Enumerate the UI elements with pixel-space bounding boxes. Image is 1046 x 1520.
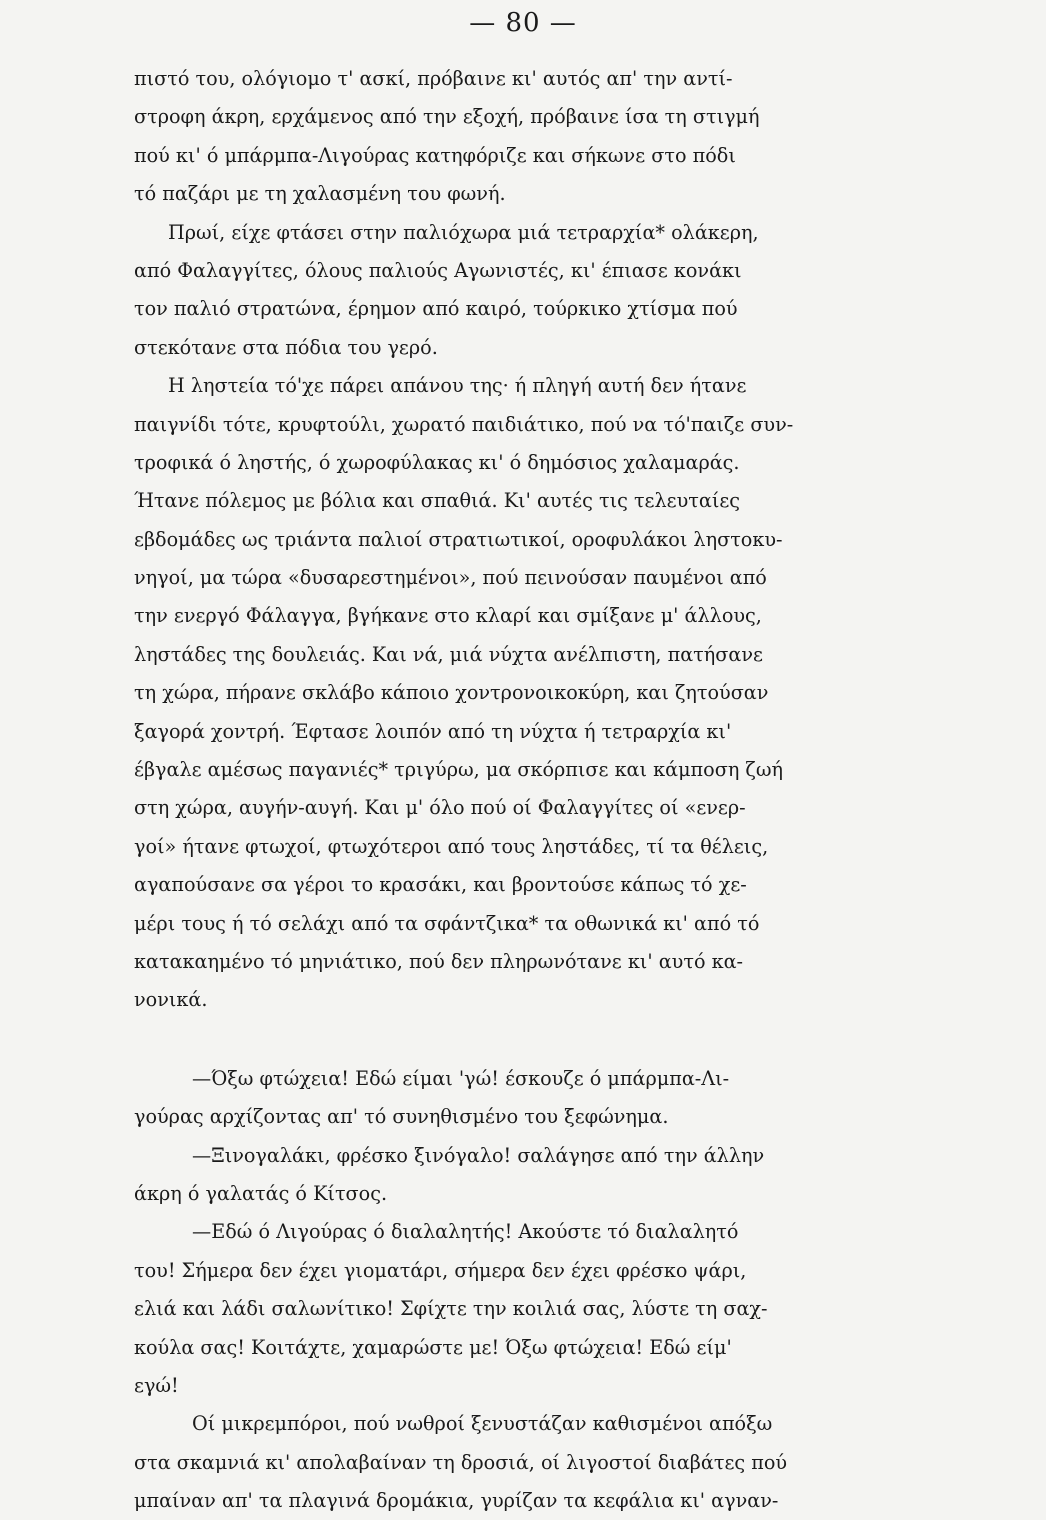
text-line: —Εδώ ό Λιγούρας ό διαλαλητής! Ακούστε τό διαλαλητό — [192, 1220, 739, 1244]
text-line: κούλα σας! Κοιτάχτε, χαμαρώστε με! Όξω φτώχεια! Εδώ είμ' — [134, 1335, 732, 1359]
text-line: ελιά και λάδι σαλωνίτικο! Σφίχτε την κοιλιά σας, λύστε τη σαχ- — [134, 1297, 768, 1321]
text-line: στα σκαμνιά κι' απολαβαίναν τη δροσιά, οί λιγοστοί διαβάτες πού — [134, 1450, 788, 1474]
text-line: εβδομάδες ως τριάντα παλιοί στρατιωτικοί, οροφυλάκοι ληστοκυ- — [134, 527, 783, 551]
text-line: ξαγορά χοντρή. Έφτασε λοιπόν από τη νύχτα ή τετραρχία κι' — [134, 719, 732, 743]
text-line: μέρι τους ή τό σελάχι από τα σφάντζικα* τα οθωνικά κι' από τό — [134, 911, 760, 935]
text-line: πιστό του, ολόγιομο τ' ασκί, πρόβαινε κι' αυτός απ' την αντί- — [134, 67, 733, 90]
text-line: γούρας αρχίζοντας απ' τό συνηθισμένο του ξεφώνημα. — [134, 1105, 669, 1129]
text-line: τη χώρα, πήρανε σκλάβο κάποιο χοντρονοικοκύρη, και ζητούσαν — [134, 681, 769, 705]
text-line: Ήτανε πόλεμος με βόλια και σπαθιά. Κι' αυτές τις τελευταίες — [134, 489, 741, 513]
text-line: αγαπούσανε σα γέροι το κρασάκι, και βροντούσε κάπως τό χε- — [134, 873, 747, 897]
text-line: νονικά. — [134, 988, 208, 1012]
text-line: του! Σήμερα δεν έχει γιοματάρι, σήμερα δεν έχει φρέσκο ψάρι, — [134, 1258, 747, 1282]
text-line: στη χώρα, αυγήν-αυγή. Και μ' όλο πού οί Φαλαγγίτες οί «ενερ- — [134, 796, 746, 820]
page-number: — 80 — — [469, 8, 577, 38]
text-line: την ενεργό Φάλαγγα, βγήκανε στο κλαρί και σμίξανε μ' άλλους, — [134, 604, 762, 628]
body-text — [134, 60, 906, 1520]
text-line: νηγοί, μα τώρα «δυσαρεστημένοι», πού πεινούσαν παυμένοι από — [134, 566, 767, 590]
text-line: —Όξω φτώχεια! Εδώ είμαι 'γώ! έσκουζε ό μπάρμπα-Λι- — [192, 1066, 730, 1090]
text-line: από Φαλαγγίτες, όλους παλιούς Αγωνιστές, κι' έπιασε κονάκι — [134, 258, 742, 282]
text-line: ληστάδες της δουλειάς. Και νά, μιά νύχτα ανέλπιστη, πατήσανε — [134, 642, 763, 666]
text-line: τό παζάρι με τη χαλασμένη του φωνή. — [134, 182, 506, 206]
text-line: παιγνίδι τότε, κρυφτούλι, χωρατό παιδιάτικο, πού να τό'παιζε συν- — [134, 412, 794, 436]
text-line: κατακαημένο τό μηνιάτικο, πού δεν πληρωνότανε κι' αυτό κα- — [134, 949, 744, 973]
text-line: άκρη ό γαλατάς ό Κίτσος. — [134, 1181, 388, 1205]
text-line: —Ξινογαλάκι, φρέσκο ξινόγαλο! σαλάγησε από την άλλην — [192, 1143, 765, 1167]
text-line: στεκότανε στα πόδια του γερό. — [134, 335, 438, 359]
text-line: μπαίναν απ' τα πλαγινά δρομάκια, γυρίζαν τα κεφάλια κι' αγναν- — [134, 1489, 779, 1513]
text-line: Πρωί, είχε φτάσει στην παλιόχωρα μιά τετραρχία* ολάκερη, — [168, 220, 759, 244]
text-line: γοί» ήτανε φτωχοί, φτωχότεροι από τους ληστάδες, τί τα θέλεις, — [134, 834, 769, 858]
text-line: Οί μικρεμπόροι, πού νωθροί ξενυστάζαν καθισμένοι απόξω — [192, 1412, 773, 1436]
paragraph-gap — [134, 1020, 906, 1060]
text-line: έβγαλε αμέσως παγανιές* τριγύρω, μα σκόρπισε και κάμποση ζωή — [134, 758, 783, 782]
text-line: τροφικά ό ληστής, ό χωροφύλακας κι' ό δημόσιος χαλαμαράς. — [134, 450, 740, 474]
text-line: στροφη άκρη, ερχάμενος από την εξοχή, πρόβαινε ίσα τη στιγμή — [134, 105, 760, 129]
text-line: εγώ! — [134, 1373, 179, 1397]
text-line: πού κι' ό μπάρμπα-Λιγούρας κατηφόριζε και σήκωνε στο πόδι — [134, 143, 736, 167]
text-line: Η ληστεία τό'χε πάρει απάνου της· ή πληγή αυτή δεν ήτανε — [168, 374, 747, 398]
text-line: τον παλιό στρατώνα, έρημον από καιρό, τούρκικο χτίσμα πού — [134, 297, 738, 321]
